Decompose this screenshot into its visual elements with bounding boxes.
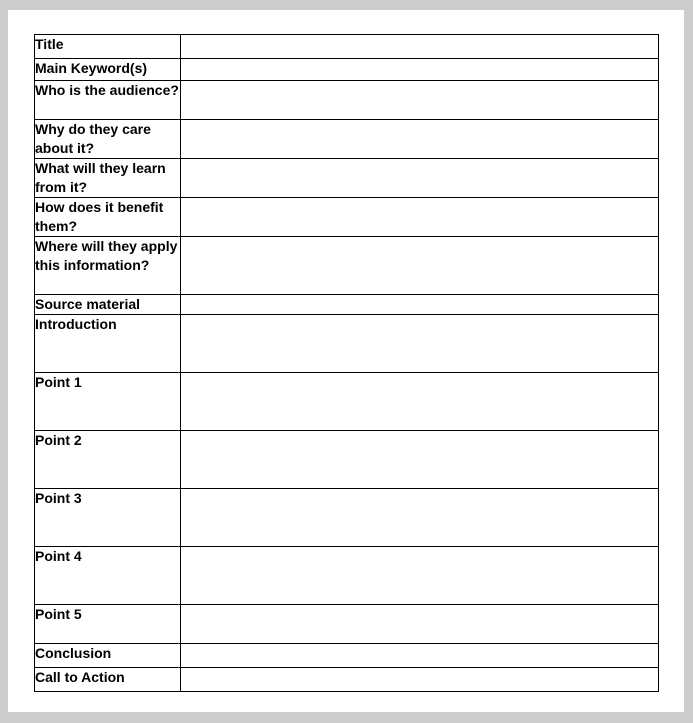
benefit-field[interactable] [181, 198, 659, 237]
table-row [35, 237, 659, 295]
row-label: Who is the audience? [35, 81, 181, 120]
conclusion-field[interactable] [181, 644, 659, 668]
why-care-field[interactable] [181, 120, 659, 159]
table-row [35, 431, 659, 489]
table-row [35, 81, 659, 120]
row-label: Why do they care about it? [35, 120, 181, 159]
row-label: Point 2 [35, 431, 181, 489]
row-label: Point 1 [35, 373, 181, 431]
table-row [35, 489, 659, 547]
row-label: Source material [35, 295, 181, 315]
point-5-field[interactable] [181, 605, 659, 644]
table-row [35, 315, 659, 373]
call-to-action-field[interactable] [181, 668, 659, 692]
table-row [35, 35, 659, 59]
table-row [35, 59, 659, 81]
content-outline-table [34, 34, 659, 692]
introduction-field[interactable] [181, 315, 659, 373]
row-label: Where will they apply this information? [35, 237, 181, 295]
row-label: What will they learn from it? [35, 159, 181, 198]
table-row [35, 198, 659, 237]
document-page [8, 10, 684, 712]
table-row [35, 120, 659, 159]
row-label: How does it benefit them? [35, 198, 181, 237]
audience-field[interactable] [181, 81, 659, 120]
table-row [35, 605, 659, 644]
row-label: Title [35, 35, 181, 59]
row-label: Conclusion [35, 644, 181, 668]
table-row [35, 644, 659, 668]
main-keywords-field[interactable] [181, 59, 659, 81]
point-4-field[interactable] [181, 547, 659, 605]
row-label: Point 4 [35, 547, 181, 605]
table-row [35, 295, 659, 315]
row-label: Point 3 [35, 489, 181, 547]
table-row [35, 668, 659, 692]
row-label: Call to Action [35, 668, 181, 692]
source-material-field[interactable] [181, 295, 659, 315]
point-1-field[interactable] [181, 373, 659, 431]
learn-field[interactable] [181, 159, 659, 198]
row-label: Introduction [35, 315, 181, 373]
table-row [35, 159, 659, 198]
row-label: Point 5 [35, 605, 181, 644]
point-3-field[interactable] [181, 489, 659, 547]
point-2-field[interactable] [181, 431, 659, 489]
apply-field[interactable] [181, 237, 659, 295]
table-row [35, 547, 659, 605]
row-label: Main Keyword(s) [35, 59, 181, 81]
title-field[interactable] [181, 35, 659, 59]
table-row [35, 373, 659, 431]
